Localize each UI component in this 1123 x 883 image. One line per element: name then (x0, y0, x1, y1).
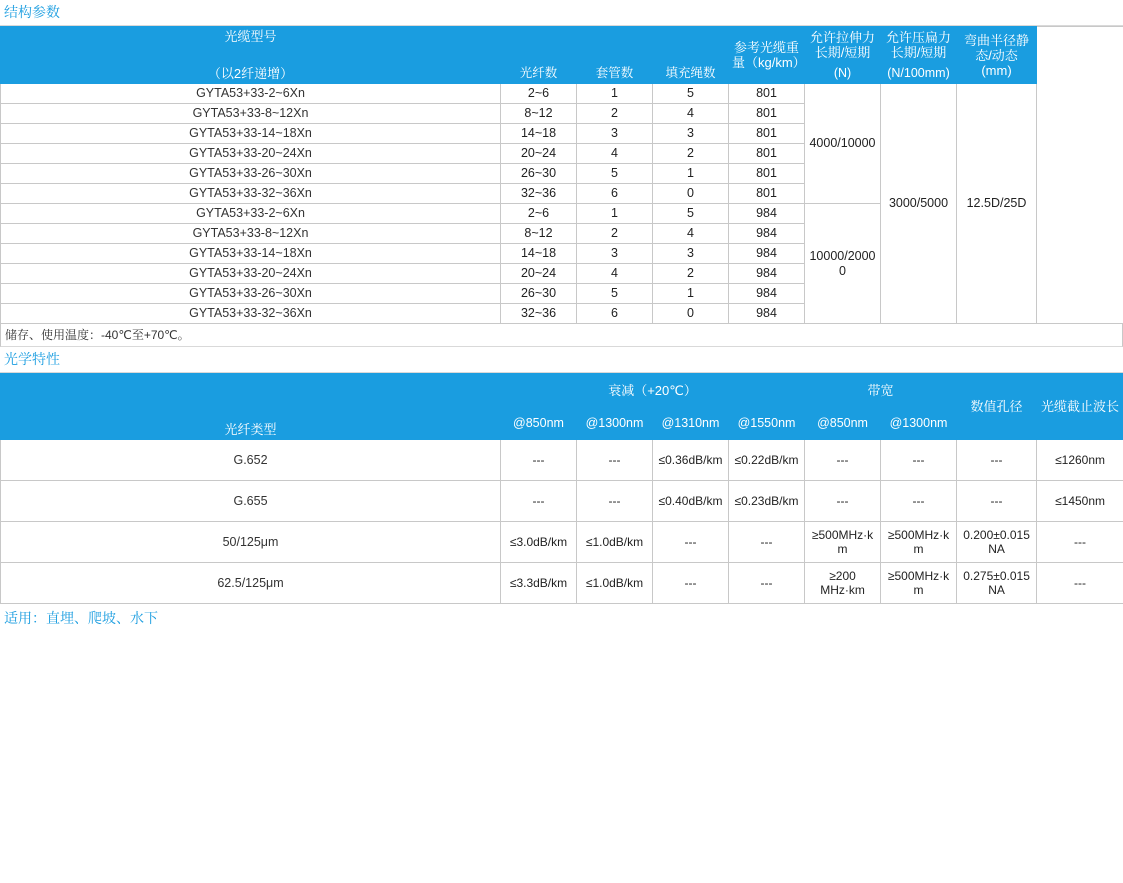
cell-fiber: 2~6 (501, 84, 577, 104)
cell-bw-1300: ≥500MHz·km (881, 563, 957, 604)
cell-filler: 4 (653, 224, 729, 244)
cell-att-1550: ≤0.23dB/km (729, 481, 805, 522)
cell-att-850: --- (501, 481, 577, 522)
cell-tube: 5 (577, 284, 653, 304)
cell-model: GYTA53+33-8~12Xn (1, 224, 501, 244)
header-tube-count: 套管数 (577, 63, 653, 84)
header-att-1310: @1310nm (653, 407, 729, 440)
header-bend (957, 27, 1037, 84)
cell-att-850: ≤3.3dB/km (501, 563, 577, 604)
cell-tensile-group-2: 10000/20000 (805, 204, 881, 324)
cell-na: --- (957, 481, 1037, 522)
table-row (1, 522, 1123, 563)
cell-tube: 6 (577, 184, 653, 204)
cell-weight: 984 (729, 304, 805, 324)
header-weight: 参考光缆重量（kg/km） (729, 27, 805, 84)
cell-na: --- (957, 440, 1037, 481)
header-cutoff: 光缆截止波长 (1037, 374, 1123, 440)
header-fiber-count: 光纤数 (501, 63, 577, 84)
cell-weight: 801 (729, 124, 805, 144)
cell-bw-1300: ≥500MHz·km (881, 522, 957, 563)
cell-fiber: 26~30 (501, 284, 577, 304)
cell-filler: 5 (653, 84, 729, 104)
header-spacer-1 (501, 27, 577, 63)
cell-model: GYTA53+33-26~30Xn (1, 284, 501, 304)
optical-characteristics-table (0, 373, 1123, 604)
header-bandwidth: 带宽 (805, 374, 957, 407)
cell-model: GYTA53+33-32~36Xn (1, 184, 501, 204)
cell-fiber: 20~24 (501, 144, 577, 164)
cell-att-1300: ≤1.0dB/km (577, 522, 653, 563)
cell-tube: 1 (577, 84, 653, 104)
header-filler-count: 填充绳数 (653, 63, 729, 84)
cell-fiber: 20~24 (501, 264, 577, 284)
header-na: 数值孔径 (957, 374, 1037, 440)
cell-weight: 984 (729, 204, 805, 224)
cell-na: 0.200±0.015 NA (957, 522, 1037, 563)
cell-filler: 1 (653, 164, 729, 184)
cell-att-1300: --- (577, 481, 653, 522)
cell-cutoff: ≤1450nm (1037, 481, 1123, 522)
cell-bw-850: --- (805, 440, 881, 481)
cell-att-850: --- (501, 440, 577, 481)
table-row (1, 563, 1123, 604)
cell-filler: 3 (653, 244, 729, 264)
cell-att-1310: ≤0.40dB/km (653, 481, 729, 522)
header-crush (881, 27, 957, 63)
header-crush-unit: (N/100mm) (881, 63, 957, 84)
cell-fiber: 14~18 (501, 244, 577, 264)
optical-section-title: 光学特性 (0, 347, 1123, 373)
cell-weight: 984 (729, 244, 805, 264)
header-spacer-2 (577, 27, 653, 63)
cell-tube: 1 (577, 204, 653, 224)
cell-att-1300: --- (577, 440, 653, 481)
cell-fiber: 14~18 (501, 124, 577, 144)
cell-model: GYTA53+33-20~24Xn (1, 264, 501, 284)
cell-bw-1300: --- (881, 481, 957, 522)
cell-weight: 801 (729, 164, 805, 184)
header-bw-1300: @1300nm (881, 407, 957, 440)
header-spacer-3 (653, 27, 729, 63)
cell-cutoff: ≤1260nm (1037, 440, 1123, 481)
cell-att-1550: ≤0.22dB/km (729, 440, 805, 481)
structure-header-row-1 (1, 27, 1123, 63)
cell-weight: 801 (729, 104, 805, 124)
cell-na: 0.275±0.015 NA (957, 563, 1037, 604)
cell-fiber: 8~12 (501, 224, 577, 244)
cell-bw-850: --- (805, 481, 881, 522)
cell-fiber: 8~12 (501, 104, 577, 124)
cell-cutoff: --- (1037, 522, 1123, 563)
header-fiber-type-label: 光纤类型 (224, 422, 277, 437)
cell-filler: 0 (653, 304, 729, 324)
cell-att-1310: --- (653, 522, 729, 563)
cell-model: GYTA53+33-20~24Xn (1, 144, 501, 164)
cell-bw-850: ≥500MHz·km (805, 522, 881, 563)
cell-weight: 984 (729, 224, 805, 244)
cell-filler: 3 (653, 124, 729, 144)
cell-filler: 2 (653, 264, 729, 284)
cell-cutoff: --- (1037, 563, 1123, 604)
table-row (1, 440, 1123, 481)
cell-tube: 6 (577, 304, 653, 324)
header-tensile-unit: (N) (805, 63, 881, 84)
header-att-1300: @1300nm (577, 407, 653, 440)
table-row (1, 481, 1123, 522)
cell-fiber: 26~30 (501, 164, 577, 184)
cell-weight: 801 (729, 184, 805, 204)
cell-model: GYTA53+33-26~30Xn (1, 164, 501, 184)
cell-att-1550: --- (729, 522, 805, 563)
cell-fiber-type: 62.5/125μm (1, 563, 501, 604)
cell-model: GYTA53+33-8~12Xn (1, 104, 501, 124)
cell-att-850: ≤3.0dB/km (501, 522, 577, 563)
header-model-sub: （以2纤递增） (207, 66, 294, 81)
cell-att-1300: ≤1.0dB/km (577, 563, 653, 604)
structure-parameters-table (0, 26, 1123, 324)
cell-fiber-type: G.652 (1, 440, 501, 481)
cell-filler: 5 (653, 204, 729, 224)
cell-att-1310: --- (653, 563, 729, 604)
cell-filler: 2 (653, 144, 729, 164)
cell-tube: 5 (577, 164, 653, 184)
header-bend-label: 弯曲半径静态/动态 (963, 32, 1029, 63)
cell-model: GYTA53+33-2~6Xn (1, 84, 501, 104)
header-bend-unit: (mm) (981, 62, 1012, 78)
cell-filler: 1 (653, 284, 729, 304)
cell-fiber: 2~6 (501, 204, 577, 224)
header-model (1, 27, 501, 84)
header-att-850: @850nm (501, 407, 577, 440)
cell-bw-1300: --- (881, 440, 957, 481)
optical-header-row-1 (1, 374, 1123, 407)
right-filler (1037, 27, 1123, 324)
cell-tube: 3 (577, 124, 653, 144)
cell-tube: 4 (577, 264, 653, 284)
cell-fiber: 32~36 (501, 184, 577, 204)
cell-tube: 2 (577, 224, 653, 244)
application-note: 适用：直埋、爬坡、水下 (4, 610, 158, 626)
cell-fiber-type: 50/125μm (1, 522, 501, 563)
structure-section-title: 结构参数 (0, 0, 1123, 26)
header-att-1550: @1550nm (729, 407, 805, 440)
cell-bw-850: ≥200 MHz·km (805, 563, 881, 604)
cell-fiber: 32~36 (501, 304, 577, 324)
cell-tube: 3 (577, 244, 653, 264)
cell-tensile-group-1: 4000/10000 (805, 84, 881, 204)
cell-filler: 4 (653, 104, 729, 124)
header-fiber-type (1, 374, 501, 440)
cell-weight: 801 (729, 144, 805, 164)
cell-model: GYTA53+33-14~18Xn (1, 244, 501, 264)
cell-fiber-type: G.655 (1, 481, 501, 522)
table-row (1, 84, 1123, 104)
cell-model: GYTA53+33-32~36Xn (1, 304, 501, 324)
header-attenuation: 衰减（+20℃） (501, 374, 805, 407)
cell-filler: 0 (653, 184, 729, 204)
cell-weight: 801 (729, 84, 805, 104)
header-model-main: 光缆型号 (224, 29, 277, 44)
temperature-note: 储存、使用温度：-40℃至+70℃。 (0, 324, 1123, 347)
cell-tube: 4 (577, 144, 653, 164)
cell-model: GYTA53+33-14~18Xn (1, 124, 501, 144)
cell-tube: 2 (577, 104, 653, 124)
cell-att-1550: --- (729, 563, 805, 604)
header-bw-850: @850nm (805, 407, 881, 440)
cell-crush: 3000/5000 (881, 84, 957, 324)
cell-weight: 984 (729, 284, 805, 304)
cell-bend: 12.5D/25D (957, 84, 1037, 324)
cell-att-1310: ≤0.36dB/km (653, 440, 729, 481)
cell-model: GYTA53+33-2~6Xn (1, 204, 501, 224)
header-crush-label: 允许压扁力长期/短期 (885, 29, 951, 60)
cell-weight: 984 (729, 264, 805, 284)
header-tensile: 允许拉伸力长期/短期 (805, 27, 881, 63)
